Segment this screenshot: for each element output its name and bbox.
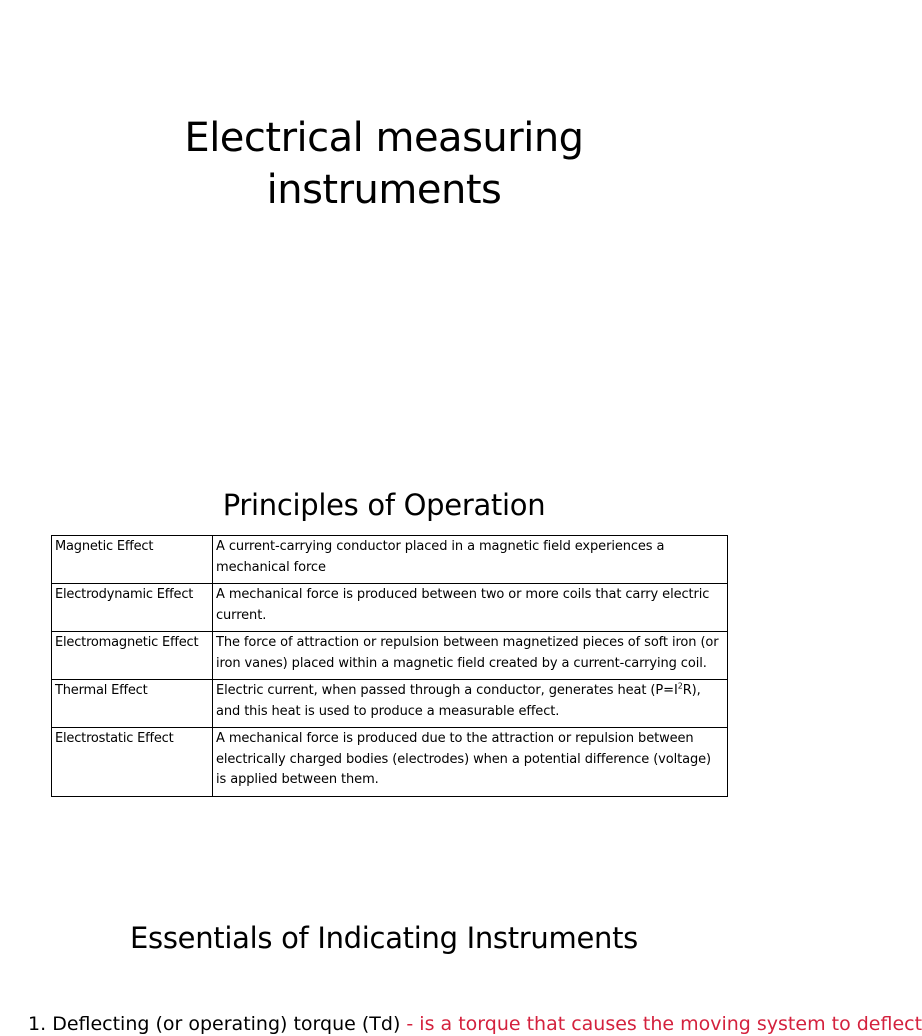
effect-cell: Electrodynamic Effect	[52, 584, 213, 632]
effect-cell: Magnetic Effect	[52, 536, 213, 584]
superscript-exponent: 2	[677, 681, 683, 691]
page-title-line-2: instruments	[266, 167, 502, 213]
list-item-label: Deflecting (or operating) torque (Td)	[52, 1013, 401, 1035]
description-cell	[213, 680, 728, 728]
description-text-before: Electric current, when passed through a conductor, generates heat (P=I	[216, 683, 678, 698]
page-title-line-1: Electrical measuring	[184, 115, 584, 161]
list-item-number: 1.	[28, 1013, 47, 1035]
effect-cell: Thermal Effect	[52, 680, 213, 728]
principles-table	[51, 535, 728, 797]
description-cell: The force of attraction or repulsion between magnetized pieces of soft iron (or iron vanes) placed within a magnetic field created by a current-carrying coil.	[213, 632, 728, 680]
principles-heading: Principles of Operation	[222, 488, 546, 522]
effect-cell: Electrostatic Effect	[52, 728, 213, 797]
description-cell: A mechanical force is produced due to the attraction or repulsion between electrically charged bodies (electrodes) when a potential difference (voltage) is applied between them.	[213, 728, 728, 797]
essentials-heading: Essentials of Indicating Instruments	[130, 921, 638, 955]
essentials-list-item-1	[28, 1012, 922, 1036]
table-row	[52, 680, 728, 728]
description-cell: A current-carrying conductor placed in a magnetic field experiences a mechanical force	[213, 536, 728, 584]
page-title	[0, 112, 768, 216]
description-cell: A mechanical force is produced between two or more coils that carry electric current.	[213, 584, 728, 632]
list-item-definition: - is a torque that causes the moving system to deflect	[406, 1013, 922, 1035]
table-row	[52, 632, 728, 680]
table-row	[52, 584, 728, 632]
table-row	[52, 536, 728, 584]
table-row	[52, 728, 728, 797]
effect-cell: Electromagnetic Effect	[52, 632, 213, 680]
description-text-after: R), and this heat is used to produce a measurable effect.	[216, 683, 701, 719]
